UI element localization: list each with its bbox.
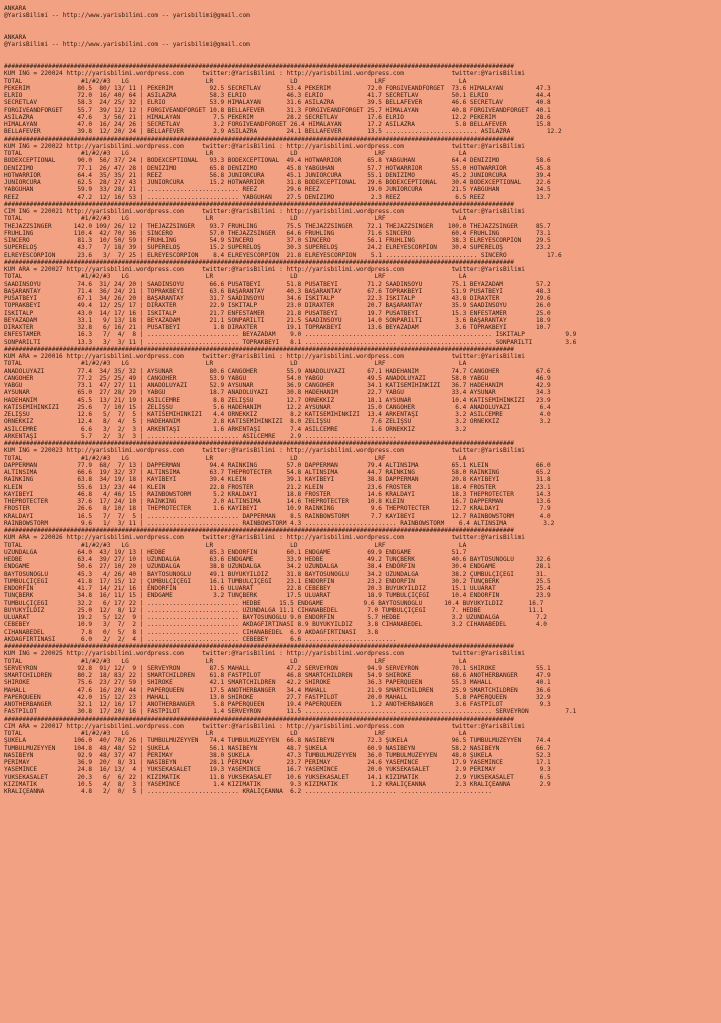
horse-row: SECRETLAV 58.3 24/ 25/ 32 | ELRIO 53.9 HIMALAYAN 31.6 ASİLAZRA 39.5 BELLAFEVER 46.6 SECRETLAV 40.8 <box>4 99 551 107</box>
horse-row: HADEHANIM 45.5 13/ 21/ 19 | ASİLCEMRE 8.8 ZELİŞSU 12.7 ÖRNEKKIZ 18.1 AYSUNAR 10.4 KATISEMİHİNKİZİ 23.9 <box>4 396 551 404</box>
horse-row: ELRIO 72.0 16/ 40/ 64 | ASİLAZRA 58.3 ELRIO 46.3 ELRIO 41.7 SECRETLAV 50.1 ELRIO 44.4 <box>4 92 551 99</box>
separator-line: ########################################################################################################################################### <box>4 643 514 650</box>
race-header-line: CIM ARA = 220017 http://yarisbilimi.wordpress.com twitter:@YarisBilimi : http://yarisbilimi.wordpress.com twitter:@YarisBilimi <box>4 722 525 730</box>
race-header-line: KUM ARA = 220016 http://yarisbilimi.wordpress.com twitter:@YarisBilimi : http://yarisbilimi.wordpress.com twitter:@YarisBilimi <box>4 353 525 360</box>
separator-line: ########################################################################################################################################### <box>4 715 514 723</box>
race-header-line: KUM ING = 220025 http://yarisbilimi.wordpress.com twitter:@YarisBilimi : http://yarisbilimi.wordpress.com twitter:@YarisBilimi <box>4 650 525 658</box>
race-header-line: KUM ARA = 220027 http://yarisbilimi.wordpress.com twitter:@YarisBilimi : http://yarisbilimi.wordpress.com twitter:@YarisBilimi <box>4 266 525 273</box>
horse-row: RAINKING 63.8 34/ 19/ 18 | KAYIBEYİ 39.4 KLEIN 39.1 KAYIBEYİ 38.8 DAPPERMAN 20.8 KAYIBEYİ 31.8 <box>4 476 551 484</box>
horse-row: SINCERO 81.3 10/ 50/ 59 | FRÜHLING 54.9 SINCERO 37.0 SINCERO 56.1 FRÜHLING 38.3 ELREYESCORPİON 29.5 <box>4 237 551 244</box>
column-header-line: TOTAL #1/#2/#3 LG LR LD LRF LA <box>4 77 467 85</box>
horse-row: DENİZİMO 77.1 26/ 47/ 28 | DENİZİMO 65.8 DENİZİMO 45.8 YABGUHAN 57.7 HOTWARRIOR 55.0 HOTWARRIOR 45.8 <box>4 164 551 172</box>
horse-row: JUNIORCURA 62.5 28/ 27/ 43 | JUNIORCURA 15.2 HOTWARRIOR 31.8 BODEXCEPTIONAL 29.6 BODEXCEPTIONAL 30.4 BODEXCEPTIONAL 22.6 <box>4 179 551 186</box>
separator-line: ########################################################################################################################################### <box>4 527 514 534</box>
horse-row: HOTWARRIOR 64.4 35/ 35/ 21 | REEZ 56.8 JUNIORCURA 45.1 JUNIORCURA 55.1 DENİZİMO 45.2 JUNIORCURA 39.4 <box>4 171 551 179</box>
horse-row: ZELİŞSU 12.6 5/ 7/ 5 | KATISEMİHİNKİZİ 4.4 ÖRNEKKIZ 8.2 KATISEMİHİNKİZİ 13.4 ARKENTAŞI 3.2 ASİLCEMRE 4.0 <box>4 411 551 418</box>
horse-row: CIHANABEDEL 7.8 0/ 5/ 8 | ......................... CIHANABEDEL 6.9 AKDAĞFIRTINASI 3.8 <box>4 628 379 636</box>
horse-row: FASTPILOT 30.8 17/ 20/ 16 | FASTPILOT 1.4 SERVEYRON 11.5 ......................... ......................... SERVEYRON 7.1 <box>4 708 577 716</box>
blank-line <box>4 49 721 56</box>
horse-row: ŞUKELA 106.0 40/ 70/ 26 | TUMBULMÜZEYYEN 74.4 TUMBULMÜZEYYEN 66.8 NASIBEYN 72.3 ŞUKELA 96.5 TUMBULMÜZEYYEN 74.4 <box>4 737 551 745</box>
city-title: ANKARA <box>4 34 27 41</box>
horse-row: SERVEYRON 92.8 91/ 12/ 9 | SERVEYRON 87.5 MAHALL 47.2 SERVEYRON 94.9 SERVEYRON 70.1 SHIROKE 55.1 <box>4 664 551 672</box>
horse-row: SAADINSOYU 74.6 31/ 24/ 20 | SAADINSOYU 66.6 PUSATBEYİ 51.8 PUSATBEYİ 71.2 SAADINSOYU 75.1 BEYAZADAM 57.2 <box>4 280 551 288</box>
horse-row: BAŞARANTAY 71.4 36/ 24/ 21 | TOPRAKBEYİ 63.6 BAŞARANTAY 40.3 BAŞARANTAY 67.6 TOPRAKBEYİ 51.9 PUSATBEYİ 48.3 <box>4 287 551 295</box>
horse-row: ANOTHERBANGER 32.1 12/ 16/ 17 | ANOTHERBANGER 5.8 PAPERQUEEN 19.4 PAPERQUEEN 1.2 ANOTHERBANGER 3.6 FASTPILOT 9.3 <box>4 701 551 708</box>
horse-row: SONPARILTI 13.3 3/ 3/ 11 | ......................... TOPRAKBEYİ 8.1 ......................... ......................... SONPARILTI 3.6 <box>4 338 577 346</box>
horse-row: RAINBOWSTORM 9.6 1/ 3/ 11 | ......................... RAINBOWSTORM 4.3 ......................... RAINBOWSTORM 6.4 ALTINSIMA 3.2 <box>4 519 555 527</box>
separator-line: ########################################################################################################################################### <box>4 440 514 447</box>
separator-line: ########################################################################################################################################### <box>4 345 514 353</box>
column-header-line: TOTAL #1/#2/#3 LG LR LD LRF LA <box>4 360 467 368</box>
column-header-line: TOTAL #1/#2/#3 LG LR LD LRF LA <box>4 730 467 737</box>
blank-line <box>4 56 721 63</box>
horse-row: YÜKSEKASALET 20.3 6/ 6/ 22 | KIZIMATİK 11.8 YÜKSEKASALET 10.6 YÜKSEKASALET 14.1 KIZIMATİK 2.9 YÜKSEKASALET 6.5 <box>4 773 551 781</box>
separator-line: ########################################################################################################################################### <box>4 135 514 143</box>
horse-row: BÜYÜKYILDIZ 25.0 12/ 8/ 12 | ......................... UZUNDALGA 11.1 CIHANABEDEL 7.0 TUMBULÇİÇEĞİ 7. HEDBE 11.1 <box>4 606 544 614</box>
horse-row: KAYIBEYİ 46.8 4/ 46/ 15 | RAINBOWSTORM 5.2 KRALDAYI 18.8 FROSTER 14.6 KRALDAYI 18.3 THEPROTECTER 14.3 <box>4 490 551 498</box>
contact-line: @YarisBilimi -- http://www.yarisbilimi.com -- yarisbilimi@gmail.com <box>4 41 250 49</box>
horse-row: ARKENTAŞI 5.7 2/ 3/ 3 | ......................... ASİLCEMRE 2.9 ......................... <box>4 432 397 440</box>
horse-row: SÜPERELOŞ 43.7 7/ 18/ 39 | SÜPERELOŞ 15.2 SÜPERELOŞ 30.3 SÜPERELOŞ 24.2 ELREYESCORPİON 30.4 SÜPERELOŞ 23.2 <box>4 244 551 252</box>
horse-row: ÖRNEKKIZ 12.4 8/ 4/ 5 | HADEHANIM 2.8 KATISEMİHİNKİZİ 8.0 ZELİŞSU 7.6 ZELİŞSU 3.2 ÖRNEKKIZ 3.2 <box>4 418 551 426</box>
horse-row: AKDAĞFIRTINASI 6.0 2/ 2/ 4 | ......................... CEBEBEY 6.6 ......................... <box>4 635 397 643</box>
separator-line: ########################################################################################################################################### <box>4 63 514 70</box>
horse-row: FROSTER 26.6 8/ 10/ 18 | THEPROTECTER 1.6 KAYIBEYİ 10.9 RAINKING 9.6 THEPROTECTER 12.7 KRALDAYI 7.9 <box>4 505 551 513</box>
race-header-line: KUM ING = 220024 http://yarisbilimi.wordpress.com twitter:@YarisBilimi : http://yarisbilimi.wordpress.com twitter:@YarisBilimi <box>4 70 525 78</box>
horse-row: SHIROKE 75.6 23/ 27/ 59 | SHIROKE 42.1 SMARTCHILDREN 42.2 SHIROKE 36.3 PAPERQUEEN 55.3 MAHALL 40.1 <box>4 679 551 687</box>
horse-row: KRALDAYI 16.5 7/ 7/ 5 | ......................... DAPPERMAN 8.5 RAINBOWSTORM 7.7 KAYIBEYİ 12.7 RAINBOWSTORM 4.0 <box>4 512 551 520</box>
horse-row: KIZIMATİK 10.5 4/ 8/ 3 | YASEMİNCE 1.4 KIZIMATİK 9.3 KIZIMATİK 1.2 KRALİÇEANNA 2.3 KRALİÇEANNA 2.9 <box>4 780 551 788</box>
horse-row: HIMALAYAN 47.0 16/ 24/ 26 | SECRETLAV 3.2 FORGIVEANDFORGET 26.4 HIMALAYAN 17.2 ASİLAZRA 5.8 BELLAFEVER 15.8 <box>4 121 551 128</box>
horse-row: YASEMİNCE 24.8 16/ 13/ 4 | YÜKSEKASALET 19.3 YASEMİNCE 16.7 YASEMİNCE 20.0 YÜKSEKASALET 2.9 PERIMAY 9.3 <box>4 766 551 774</box>
horse-row: BAYTOSUNOĞLU 45.3 4/ 26/ 40 | BAYTOSUNOĞLU 49.1 BÜYÜKYILDIZ 31.8 BAYTOSUNOĞLU 34.2 UZUNDALGA 38.2 ÇUMBULÇİÇEĞİ 31. <box>4 570 547 578</box>
horse-row: BODEXCEPTIONAL 90.0 56/ 37/ 24 | BODEXCEPTIONAL 93.3 BODEXCEPTIONAL 49.4 HOTWARRIOR 65.8 YABGUHAN 64.4 DENİZİMO 58.6 <box>4 157 551 165</box>
separator-line: ########################################################################################################################################### <box>4 258 514 266</box>
horse-row: ASİLAZRA 47.6 3/ 56/ 21 | HIMALAYAN 7.5 PEKERİM 28.2 SECRETLAV 17.6 ELRIO 12.2 PEKERİM 28.6 <box>4 113 551 121</box>
horse-row: HEDBE 63.4 39/ 27/ 10 | UZUNDALGA 63.6 ENDGAME 33.9 HEDBE 49.2 TUNÇBERK 40.6 BAYTOSUNOĞLU 32.6 <box>4 556 551 563</box>
horse-row: BELLAFEVER 39.8 12/ 20/ 24 | BELLAFEVER 2.9 ASİLAZRA 24.1 BELLAFEVER 13.5 ......................... ASİLAZRA 12.2 <box>4 128 562 136</box>
horse-row: ENDGAME 50.6 27/ 10/ 20 | UZUNDALGA 38.8 UZUNDALGA 34.2 UZUNDALGA 38.4 ENDORFIN 30.4 ENDGAME 28.1 <box>4 563 551 571</box>
blank-line <box>4 27 721 34</box>
horse-row: ENDORFIN 41.7 14/ 21/ 16 | ENDORFIN 11.6 ULUARAT 22.8 CEBEBEY 20.3 BÜYÜKYILDIZ 15.1 ULUARAT 25.4 <box>4 585 551 592</box>
horse-row: NASIBEYN 92.9 48/ 37/ 47 | PERIMAY 38.0 ŞUKELA 47.3 TUMBULMÜZEYYEN 36.0 TUMBULMÜZEYYEN 48.0 ŞUKELA 52.3 <box>4 751 551 759</box>
blank-line <box>4 20 721 27</box>
horse-row: KLEIN 55.6 13/ 23/ 44 | KLEIN 22.8 FROSTER 21.2 KLEIN 23.6 FROSTER 18.4 FROSTER 23.1 <box>4 483 551 491</box>
horse-row: ELREYESCORPİON 23.6 3/ 7/ 25 | ELREYESCORPİON 8.4 ELREYESCORPİON 21.8 ELREYESCORPİON 5.1 ......................... SINCERO 17.6 <box>4 251 562 259</box>
horse-row: ASİLCEMRE 6.6 3/ 2/ 3 | ARKENTAŞI 1.6 ARKENTAŞI 7.4 ASİLCEMRE 1.6 ÖRNEKKIZ 3.2 <box>4 425 467 433</box>
horse-row: CANGÖHER 77.2 25/ 25/ 49 | CANGÖHER 53.9 YABGU 54.0 YABGU 49.5 ANADOLUYAZI 58.0 YABGU 46.9 <box>4 374 551 382</box>
race-header-line: CIM ING = 220021 http://yarisbilimi.wordpress.com twitter:@YarisBilimi : http://yarisbilimi.wordpress.com twitter:@YarisBilimi <box>4 208 525 215</box>
column-header-line: TOTAL #1/#2/#3 LG LR LD LRF LA <box>4 215 467 223</box>
horse-row: THEPROTECTER 37.6 17/ 24/ 10 | RAINKING 2.0 ALTINSIMA 14.6 THEPROTECTER 10.8 KLEIN 16.7 DAPPERMAN 13.6 <box>4 498 551 505</box>
horse-row: TUNÇBERK 34.8 16/ 11/ 15 | ENDGAME 3.2 TUNÇBERK 17.5 ULUARAT 18.9 TUMBULÇİÇEĞİ 10.4 ENDORFIN 23.9 <box>4 592 551 600</box>
horse-row: PAPERQUEEN 42.0 15/ 12/ 23 | MAHALL 13.0 SHIROKE 27.7 FASTPILOT 20.0 MAHALL 5.8 PAPERQUEEN 32.9 <box>4 693 551 701</box>
horse-row: CEBEBEY 10.9 3/ 7/ 2 | ......................... AKDAĞFIRTINASI 8.9 BÜYÜKYILDIZ 3.8 CIHANABEDEL 3.2 CIHANABEDEL 4.0 <box>4 621 547 629</box>
horse-row: İSKİTALP 43.0 14/ 17/ 16 | İSKİTALP 21.7 ENFESTAMER 21.8 PUSATBEYİ 19.7 PUSATBEYİ 15.3 ENFESTAMER 25.0 <box>4 309 551 317</box>
horse-row: THEJAZZSINGER 142.0 109/ 26/ 12 | THEJAZZSINGER 93.7 FRÜHLING 75.5 THEJAZZSINGER 72.1 THEJAZZSINGER 100.0 THEJAZZSINGER 85.7 <box>4 222 551 230</box>
column-header-line: TOTAL #1/#2/#3 LG LR LD LRF LA <box>4 541 467 549</box>
horse-row: PERIMAY 36.9 20/ 8/ 31 | NASIBEYN 28.1 PERIMAY 23.7 PERIMAY 24.6 YASEMİNCE 17.9 YASEMİNCE 17.1 <box>4 759 551 766</box>
horse-row: YABGU 73.1 47/ 27/ 11 | ANADOLUYAZI 52.9 AYSUNAR 36.9 CANGÖHER 34.1 KATISEMİHİNKİZİ 36.7 HADEHANIM 42.9 <box>4 382 551 389</box>
horse-row: ENFESTAMER 16.3 7/ 4/ 8 | ......................... BEYAZADAM 9.0 ......................... ......................... İSKİTALP 9.9 <box>4 331 577 339</box>
horse-row: ALTINSIMA 66.6 19/ 32/ 37 | ALTINSIMA 63.7 THEPROTECTER 54.8 ALTINSIMA 44.7 RAINKING 58.0 RAINKING 65.2 <box>4 469 551 476</box>
horse-row: FORGIVEANDFORGET 55.7 39/ 12/ 12 | FORGIVEANDFORGET 10.8 BELLAFEVER 31.3 FORGIVEANDFORGET 25.7 HIMALAYAN 40.8 FORGIVEANDFORGET 40.1 <box>4 106 551 114</box>
horse-row: TUMBULMÜZEYYEN 104.8 48/ 48/ 52 | ŞUKELA 56.1 NASIBEYN 48.7 ŞUKELA 60.9 NASIBEYN 58.2 NASIBEYN 66.7 <box>4 744 551 752</box>
horse-row: MAHALL 47.6 16/ 20/ 44 | PAPERQUEEN 17.5 ANOTHERBANGER 34.4 MAHALL 21.9 SMARTCHILDREN 25.9 SMARTCHILDREN 36.6 <box>4 686 551 694</box>
horse-row: ULUARAT 19.2 5/ 12/ 9 | ......................... BAYTOSUNOĞLU 9.0 ENDORFIN 5.7 HEDBE 3.2 UZUNDALGA 7.2 <box>4 614 547 621</box>
horse-row: REEZ 47.2 12/ 16/ 53 | ......................... YABGUHAN 27.5 DENİZİMO 2.3 REEZ 6.5 REEZ 13.7 <box>4 193 551 201</box>
horse-row: SMARTCHILDREN 80.2 18/ 83/ 22 | SMARTCHILDREN 61.8 FASTPILOT 46.8 SMARTCHILDREN 54.9 SHIROKE 68.6 ANOTHERBANGER 47.9 <box>4 672 551 679</box>
horse-row: TUMBULÇİÇEĞİ 41.8 17/ 15/ 12 | ÇUMBULÇİÇEĞİ 16.1 TUMBULÇİÇEĞİ 23.1 ENDORFIN 23.2 ENDORFIN 30.2 TUNÇBERK 25.5 <box>4 577 551 585</box>
horse-row: UZUNDALGA 64.0 43/ 19/ 13 | HEDBE 85.3 ENDORFIN 60.1 ENDGAME 69.9 ENDGAME 51.7 <box>4 548 467 556</box>
city-title: ANKARA <box>4 5 27 12</box>
horse-row: DAPPERMAN 77.9 68/ 7/ 13 | DAPPERMAN 94.4 RAINKING 57.0 DAPPERMAN 79.4 ALTINSIMA 65.1 KLEIN 66.0 <box>4 461 551 469</box>
race-header-line: KUM ING = 220023 http://yarisbilimi.wordpress.com twitter:@YarisBilimi : http://yarisbilimi.wordpress.com twitter:@YarisBilimi <box>4 447 525 455</box>
horse-row: AYSUNAR 65.0 27/ 28/ 29 | YABGU 18.7 ANADOLUYAZI 30.8 HADEHANIM 22.7 YABGU 33.4 AYSUNAR 34.3 <box>4 389 551 397</box>
horse-row: BEYAZADAM 33.1 9/ 13/ 18 | BEYAZADAM 21.1 SONPARILTI 21.5 SAADINSOYU 14.0 SONPARILTI 3.6 BAŞARANTAY 18.9 <box>4 316 551 324</box>
horse-row: ANADOLUYAZI 77.4 34/ 35/ 32 | AYSUNAR 80.6 CANGÖHER 55.9 ANADOLUYAZI 67.1 HADEHANIM 74.7 CANGÖHER 67.6 <box>4 367 551 375</box>
column-header-line: TOTAL #1/#2/#3 LG LR LD LRF LA <box>4 150 467 157</box>
horse-row: TOPRAKBEYİ 49.4 12/ 25/ 17 | DIRAXTER 22.9 İSKİTALP 23.0 DIRAXTER 20.7 BAŞARANTAY 35.9 SAADINSOYU 26.0 <box>4 302 551 310</box>
horse-row: KRALİÇEANNA 4.8 2/ 0/ 5 | ......................... KRALİÇEANNA 6.2 ......................... ......................... <box>4 788 492 795</box>
column-header-line: TOTAL #1/#2/#3 LG LR LD LRF LA <box>4 454 467 462</box>
contact-line: @YarisBilimi -- http://www.yarisbilimi.com -- yarisbilimi@gmail.com <box>4 12 250 20</box>
horse-row: TUMBULÇİÇEĞİ 32.2 6/ 17/ 22 | ......................... HEDBE 15.5 ENDGAME 9.6 BAYTOSUNOĞLU 10.4 BÜYÜKYILDIZ 16.7 <box>4 599 544 607</box>
horse-row: DIRAXTER 32.8 6/ 16/ 21 | PUSATBEYİ 1.8 DIRAXTER 19.1 TOPRAKBEYİ 13.6 BEYAZADAM 3.6 TOPRAKBEYİ 10.7 <box>4 324 551 331</box>
column-header-line: TOTAL #1/#2/#3 LG LR LD LRF LA <box>4 273 467 281</box>
race-header-line: KUM ING = 220022 http://yarisbilimi.wordpress.com twitter:@YarisBilimi : http://yarisbilimi.wordpress.com twitter:@YarisBilimi <box>4 142 525 150</box>
separator-line: ########################################################################################################################################### <box>4 200 514 208</box>
horse-row: PUSATBEYİ 67.1 34/ 26/ 20 | BAŞARANTAY 31.7 SAADINSOYU 34.6 İSKİTALP 22.3 İSKİTALP 43.8 DIRAXTER 29.6 <box>4 295 551 302</box>
horse-row: KATISEMİHİNKİZİ 25.6 7/ 10/ 15 | ZELİŞSU 5.6 HADEHANIM 12.2 AYSUNAR 15.0 CANGÖHER 6.4 ANADOLUYAZI 6.4 <box>4 403 551 411</box>
horse-row: FRÜHLING 110.4 42/ 70/ 36 | SINCERO 57.0 THEJAZZSINGER 64.6 FRÜHLING 71.6 SINCERO 60.4 FRÜHLING 73.1 <box>4 229 551 237</box>
horse-row: PEKERİM 80.5 80/ 13/ 11 | PEKERİM 92.5 SECRETLAV 53.4 PEKERİM 72.0 FORGIVEANDFORGET 73.6 HIMALAYAN 47.3 <box>4 84 551 92</box>
column-header-line: TOTAL #1/#2/#3 LG LR LD LRF LA <box>4 657 467 665</box>
horse-row: YABGUHAN 59.9 33/ 28/ 21 | ......................... REEZ 29.6 REEZ 19.0 JUNIORCURA 21.5 YABGUHAN 34.5 <box>4 186 551 194</box>
race-header-line: KUM ARA = 220026 http://yarisbilimi.wordpress.com twitter:@YarisBilimi : http://yarisbilimi.wordpress.com twitter:@YarisBilimi <box>4 534 525 542</box>
